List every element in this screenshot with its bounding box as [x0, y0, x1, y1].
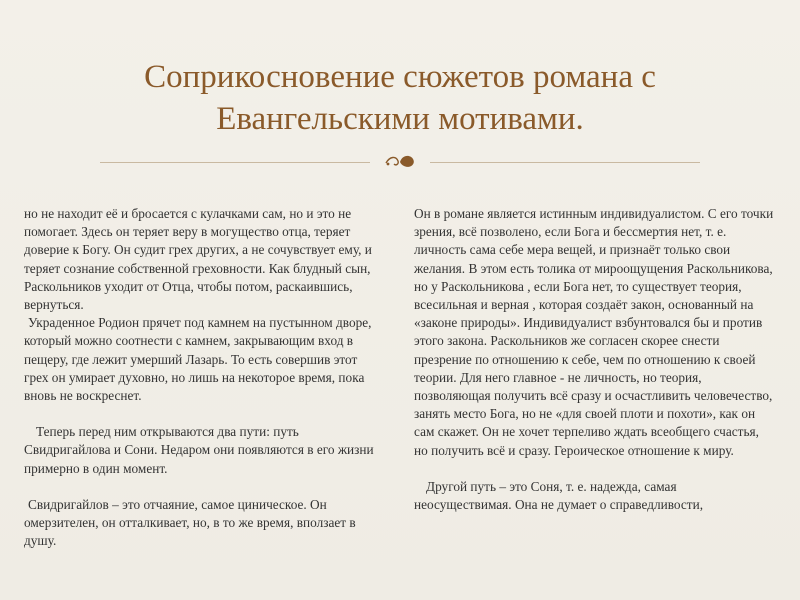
paragraph-gap: [414, 460, 776, 478]
divider-line-right: [430, 162, 700, 163]
left-paragraph-1: но не находит её и бросается с кулачками сам, но и это не помогает. Здесь он теряет веру в могущество отца, теряет доверие к Богу. Он судит грех других, а не сочувствует ему, и теряет сознание собственной греховности. Как блудный сын, Раскольников уходит от Отца, чтобы потом, раскаившись, вернуться.: [24, 206, 372, 313]
left-paragraph-2: Украденное Родион прячет под камнем на пустынном дворе, который можно соотнести с камнем, закрывающим вход в пещеру, где лежит умерший Лазарь. То есть совершив этот грех он умирает духовно, но лишь на некоторое время, пока вновь не воскреснет.: [24, 315, 372, 404]
left-paragraph-4: Свидригайлов – это отчаяние, самое циническое. Он омерзителен, он отталкивает, но, в то же время, вползает в душу.: [24, 496, 356, 549]
slide-title: [60, 56, 740, 140]
fleuron-ornament-icon: [380, 152, 420, 172]
paragraph-gap: [24, 478, 384, 496]
right-paragraph-2: Другой путь – это Соня, т. е. надежда, самая неосуществимая. Она не думает о справедливости,: [414, 478, 704, 513]
right-paragraph-1: Он в романе является истинным индивидуалистом. С его точки зрения, всё позволено, если Бога и бессмертия нет, т. е. личность сама себе мера вещей, и признаёт только свои желания. В этом есть толика от мироощущения Раскольникова, но у Раскольникова , если Бога нет, то существует теория, всесильная и верная , которая создаёт закон, основанный на «законе природы». Индивидуалист взбунтовался бы и против этого закона. Раскольников же согласен скорее снести презрение по отношению к себе, чем по отношению к своей теории. Для него главное - не личность, но теория, позволяющая получить всё сразу и осчастливить человечество, занять место Бога, но не «для своей плоти и похоти», как он сам скажет. Он не хочет терпеливо ждать всеобщего счастья, но получить всё и сразу. Героическое отношение к миру.: [414, 206, 774, 458]
title-line-2: Евангельскими мотивами.: [216, 101, 584, 137]
title-line-1: Соприкосновение сюжетов романа с: [144, 59, 656, 95]
left-paragraph-3: Теперь перед ним открываются два пути: путь Свидригайлова и Сони. Недаром они появляются в его жизни примерно в один момент.: [24, 424, 374, 476]
paragraph-gap: [24, 405, 384, 423]
divider-line-left: [100, 162, 370, 163]
title-divider: [100, 152, 700, 172]
left-text-column: [24, 205, 384, 550]
right-text-column: [414, 205, 776, 514]
